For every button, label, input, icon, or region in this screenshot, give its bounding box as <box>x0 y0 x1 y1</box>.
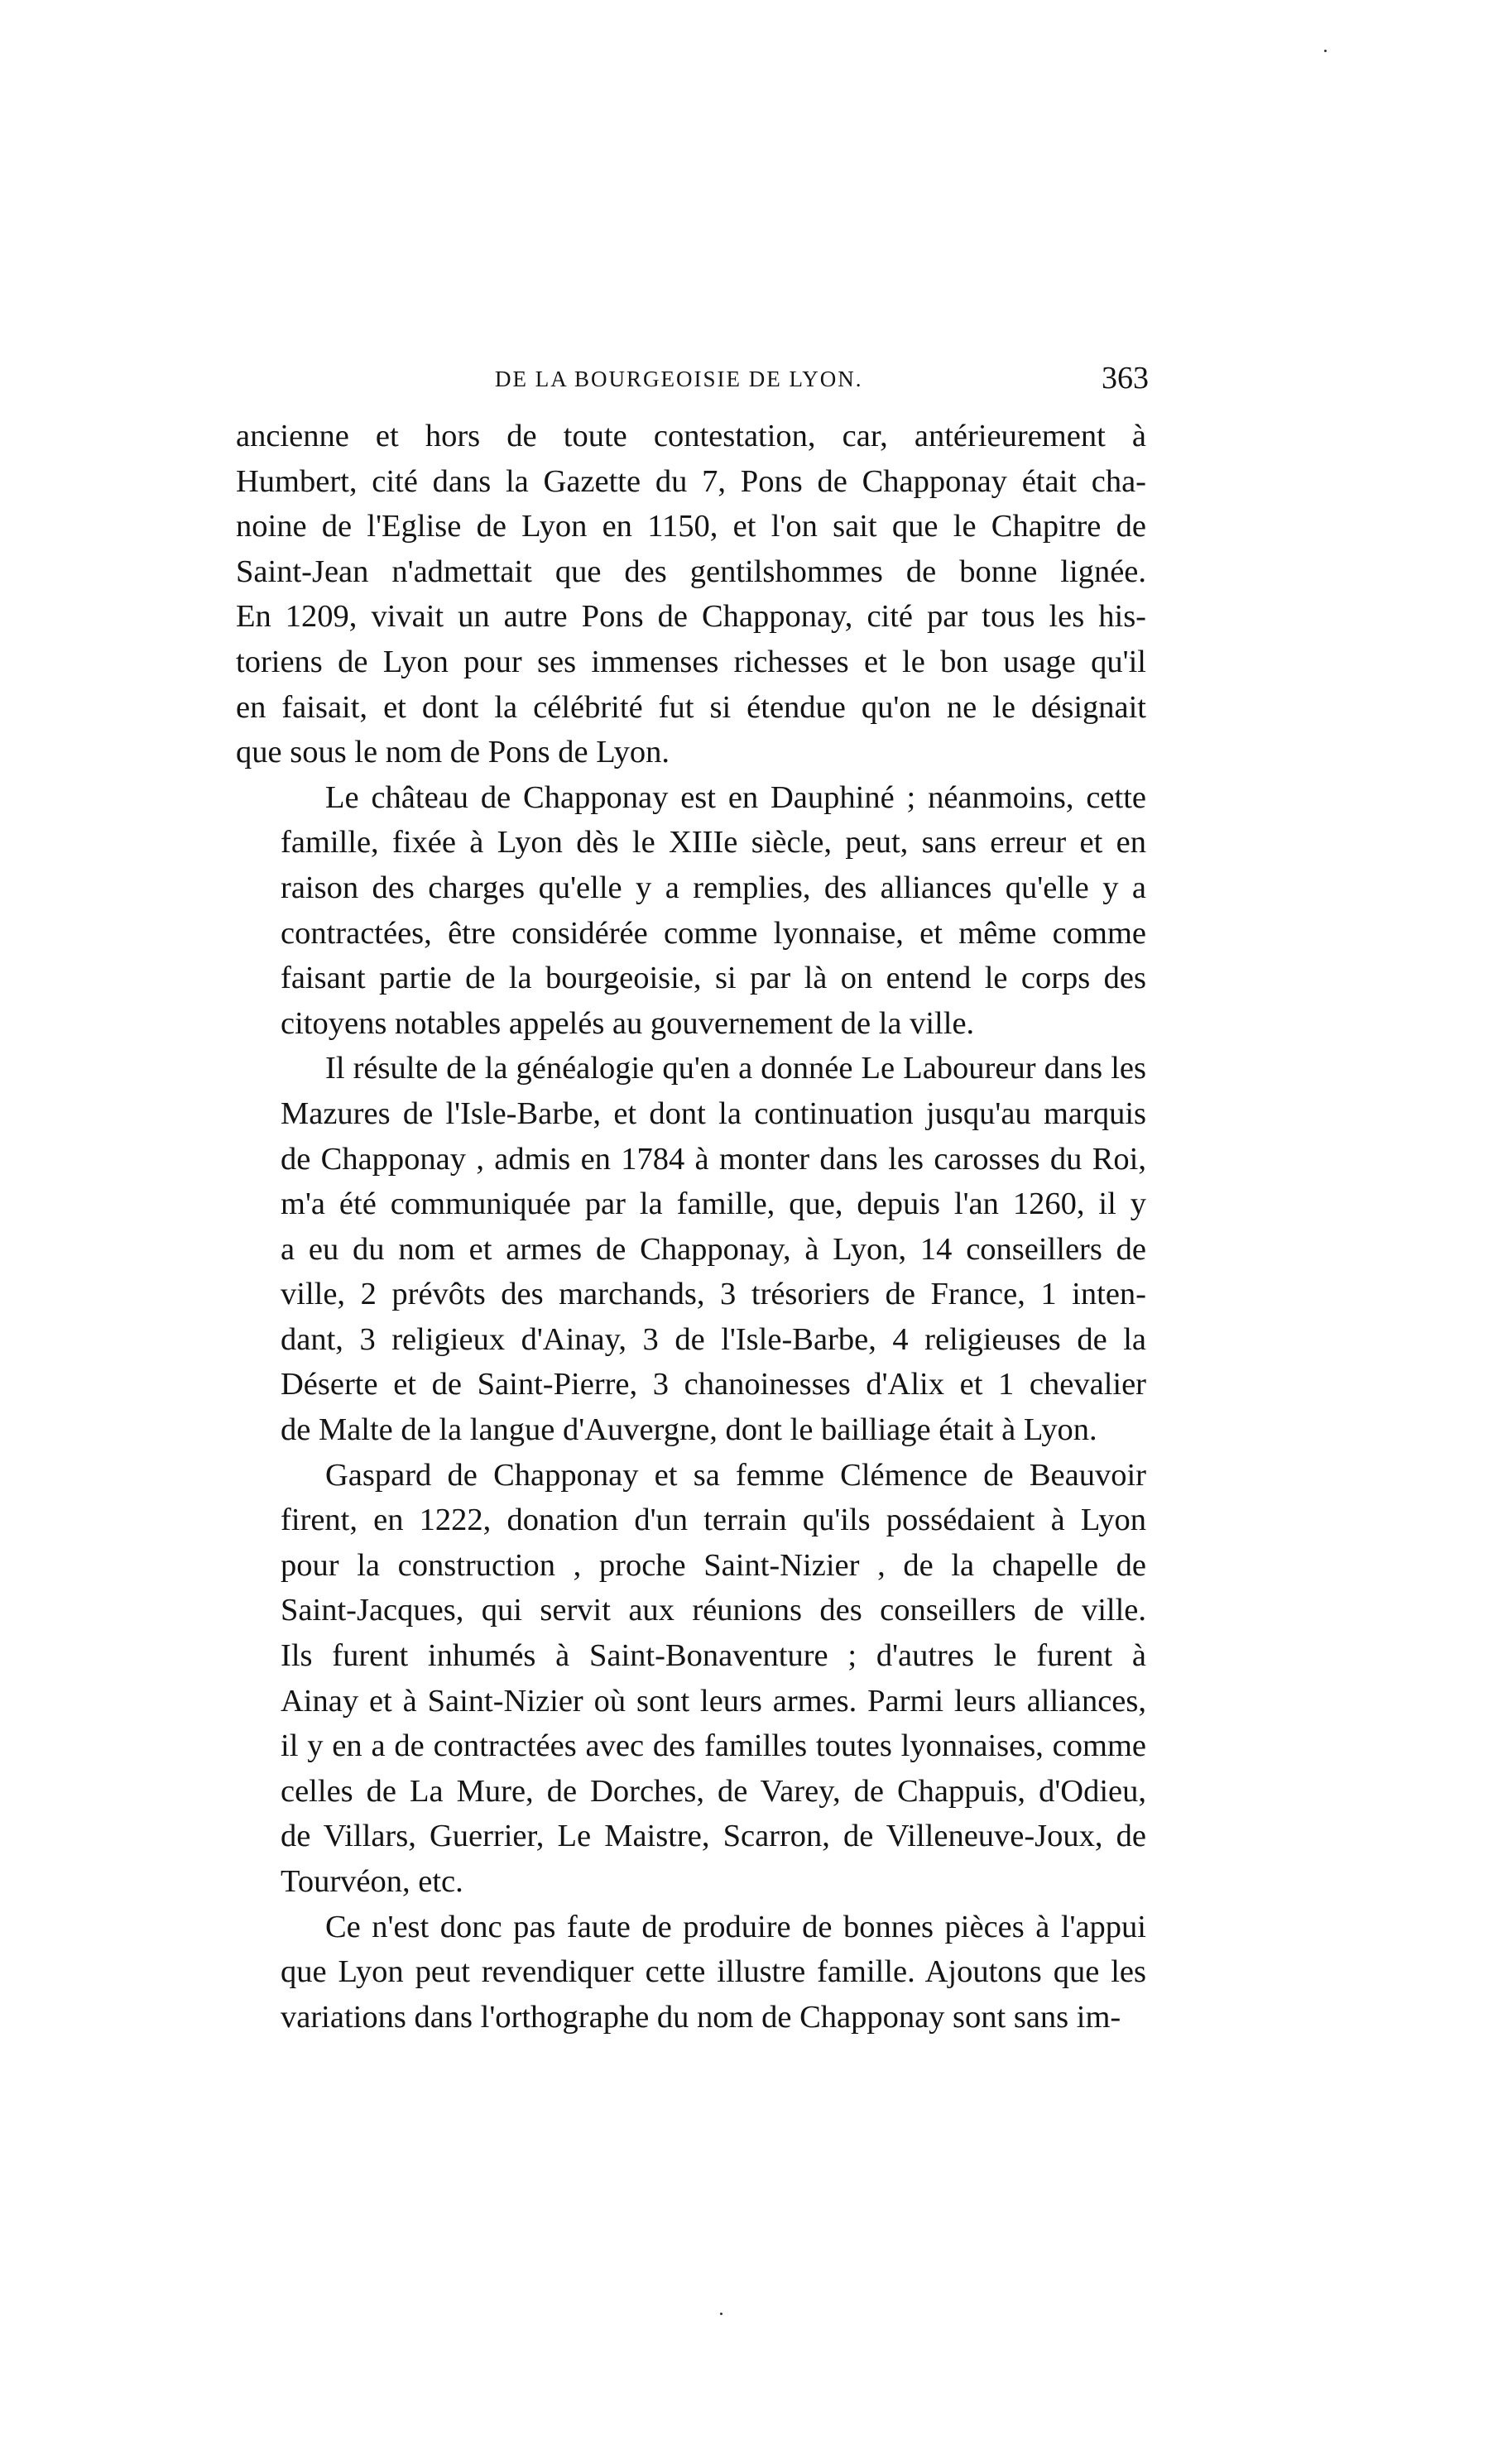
text-line: Saint-Jean n'admettait que des gentilshommes de bonne lignée. <box>236 554 1146 589</box>
scan-speck <box>1324 50 1327 52</box>
scan-speck <box>720 2313 722 2315</box>
paragraph <box>236 1905 1146 2040</box>
text-line: Ce n'est donc pas faute de produire de bonnes pièces à l'appui <box>325 1909 1146 1944</box>
text-line: Ainay et à Saint-Nizier où sont leurs armes. Parmi leurs alliances, <box>281 1683 1146 1719</box>
text-line: il y en a de contractées avec des familles toutes lyonnaises, comme <box>281 1728 1146 1764</box>
text-line: firent, en 1222, donation d'un terrain qu'ils possédaient à Lyon <box>281 1503 1146 1538</box>
text-line: ville, 2 prévôts des marchands, 3 trésoriers de France, 1 inten- <box>281 1277 1146 1312</box>
text-line: a eu du nom et armes de Chapponay, à Lyon, 14 conseillers de <box>281 1231 1146 1267</box>
text-line: faisant partie de la bourgeoisie, si par là on entend le corps des <box>281 961 1146 996</box>
text-line: Ils furent inhumés à Saint-Bonaventure ; d'autres le furent à <box>281 1638 1146 1674</box>
text-line: en faisait, et dont la célébrité fut si étendue qu'on ne le désignait <box>236 689 1146 725</box>
text-line: de Chapponay , admis en 1784 à monter dans les carosses du Roi, <box>281 1141 1146 1177</box>
text-line: de Villars, Guerrier, Le Maistre, Scarron, de Villeneuve-Joux, de <box>281 1819 1146 1854</box>
paragraph <box>236 775 1146 1047</box>
text-line: En 1209, vivait un autre Pons de Chapponay, cité par tous les his- <box>236 599 1146 635</box>
paragraph <box>236 1046 1146 1452</box>
text-line: Gaspard de Chapponay et sa femme Clémence de Beauvoir <box>325 1457 1146 1493</box>
paragraph <box>236 1453 1146 1905</box>
text-line: Le château de Chapponay est en Dauphiné ; néanmoins, cette <box>325 779 1146 815</box>
text-line: noine de l'Eglise de Lyon en 1150, et l'on sait que le Chapitre de <box>236 509 1146 544</box>
text-line: Tourvéon, etc. <box>281 1864 463 1899</box>
text-line: citoyens notables appelés au gouvernement de la ville. <box>281 1005 975 1041</box>
text-line: variations dans l'orthographe du nom de Chapponay sont sans im- <box>281 1999 1121 2035</box>
text-line: que Lyon peut revendiquer cette illustre famille. Ajoutons que les <box>281 1954 1146 1990</box>
text-line: ancienne et hors de toute contestation, car, antérieurement à <box>236 419 1146 453</box>
page-header <box>238 360 1149 401</box>
body-text <box>236 414 1146 2040</box>
text-line: Saint-Jacques, qui servit aux réunions des conseillers de ville. <box>281 1593 1146 1628</box>
text-line: raison des charges qu'elle y a remplies, des alliances qu'elle y a <box>281 870 1146 905</box>
text-line: Déserte et de Saint-Pierre, 3 chanoinesses d'Alix et 1 chevalier <box>281 1367 1146 1402</box>
text-line: de Malte de la langue d'Auvergne, dont le bailliage était à Lyon. <box>281 1412 1097 1448</box>
text-line: toriens de Lyon pour ses immenses richesses et le bon usage qu'il <box>236 644 1146 679</box>
text-line: pour la construction , proche Saint-Nizier , de la chapelle de <box>281 1547 1146 1583</box>
paragraph <box>236 414 1146 775</box>
page-number: 363 <box>1102 361 1149 395</box>
text-line: dant, 3 religieux d'Ainay, 3 de l'Isle-Barbe, 4 religieuses de la <box>281 1321 1146 1357</box>
text-line: famille, fixée à Lyon dès le XIIIe siècle, peut, sans erreur et en <box>281 825 1146 860</box>
text-line: Humbert, cité dans la Gazette du 7, Pons de Chapponay était cha- <box>236 463 1146 499</box>
text-line: Mazures de l'Isle-Barbe, et dont la continuation jusqu'au marquis <box>281 1095 1146 1131</box>
text-line: m'a été communiquée par la famille, que, depuis l'an 1260, il y <box>281 1186 1146 1222</box>
text-line: contractées, être considérée comme lyonnaise, et même comme <box>281 915 1146 951</box>
text-line: Il résulte de la généalogie qu'en a donnée Le Laboureur dans les <box>325 1051 1146 1086</box>
text-line: celles de La Mure, de Dorches, de Varey, de Chappuis, d'Odieu, <box>281 1773 1146 1809</box>
running-title: DE LA BOURGEOISIE DE LYON. <box>495 367 863 391</box>
text-line: que sous le nom de Pons de Lyon. <box>236 735 670 770</box>
